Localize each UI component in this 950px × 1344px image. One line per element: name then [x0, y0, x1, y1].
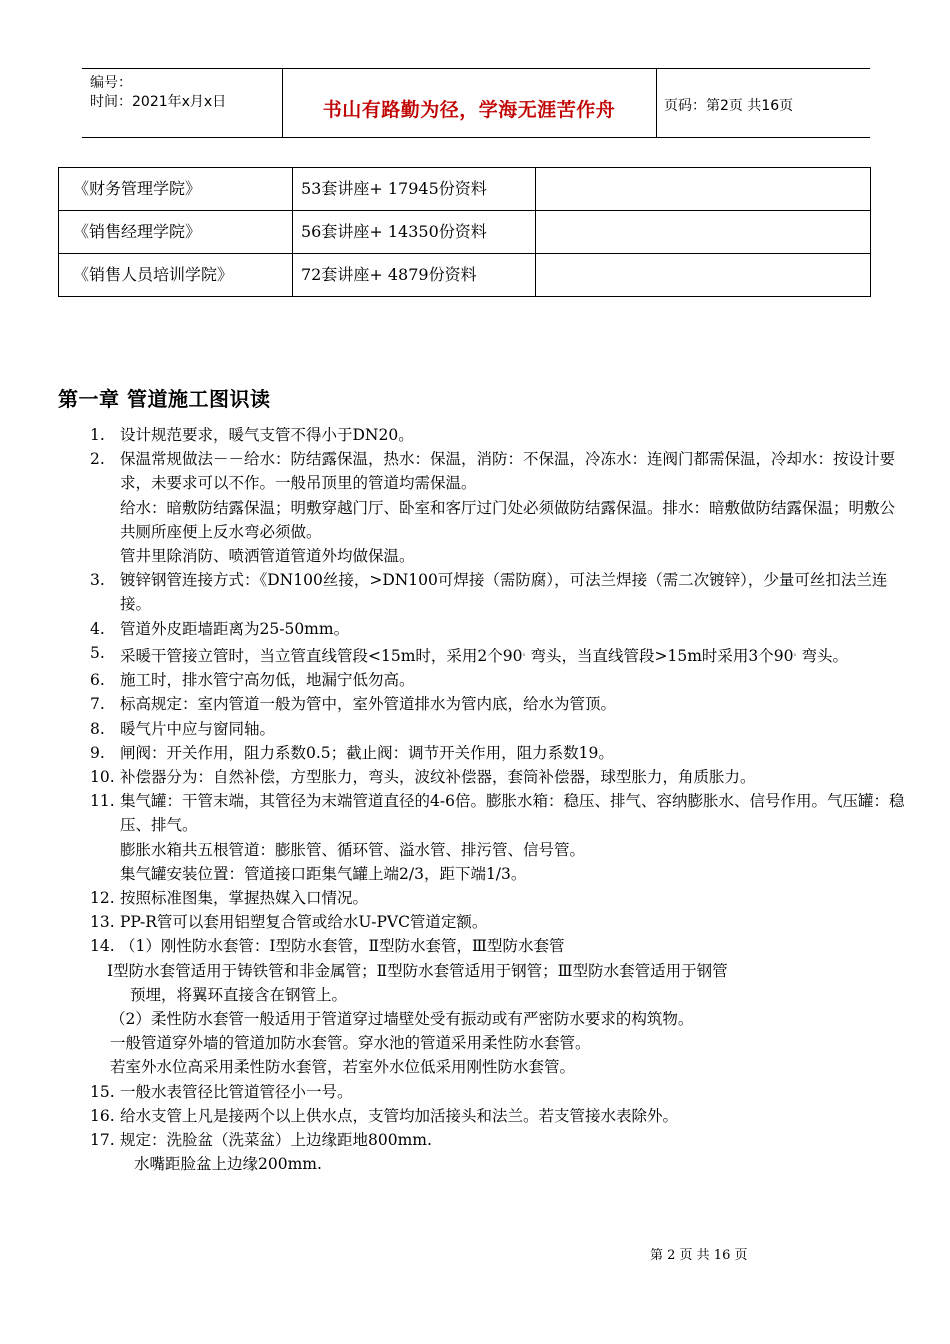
list-item [90, 641, 910, 668]
table-cell-extra [536, 254, 871, 297]
page-footer: 第 2 页 共 16 页 [650, 1248, 748, 1263]
header-page-info: 页码：第2页 共16页 [664, 98, 794, 114]
item-number: 13. [90, 913, 115, 932]
item-text: PP-R管可以套用铝塑复合管或给水U-PVC管道定额。 [120, 913, 488, 932]
item-paragraph: （2）柔性防水套管一般适用于管道穿过墙壁处受有振动或有严密防水要求的构筑物。 [110, 1010, 694, 1029]
item-paragraph: Ⅰ型防水套管适用于铸铁管和非金属管；Ⅱ型防水套管适用于钢管；Ⅲ型防水套管适用于钢管 [107, 961, 728, 980]
item-number: 12. [90, 889, 115, 908]
item-number: 2. [90, 450, 105, 469]
item-text: 标高规定：室内管道一般为管中，室外管道排水为管内底，给水为管顶。 [120, 695, 617, 714]
item-number: 3. [90, 571, 105, 590]
list-item [90, 1128, 910, 1152]
list-item [90, 910, 910, 934]
item-number: 6. [90, 671, 105, 690]
item-paragraph: 集气罐安装位置：管道接口距集气罐上端2/3，距下端1/3。 [120, 864, 527, 883]
item-number: 1. [90, 426, 105, 444]
item-text: 给水支管上凡是接两个以上供水点，支管均加活接头和法兰。若支管接水表除外。 [120, 1106, 679, 1125]
table-cell-desc: 56套讲座+ 14350份资料 [293, 211, 536, 254]
item-paragraph: 预埋，将翼环直接含在钢管上。 [130, 985, 348, 1004]
table-row [59, 168, 871, 211]
item-text: 保温常规做法－－给水：防结露保温，热水：保温，消防：不保温，冷冻水：连阀门都需保温，冷却水：按设计要求，未要求可以不作。一般吊顶里的管道均需保温。 [120, 450, 896, 493]
table-cell-desc: 53套讲座+ 17945份资料 [293, 168, 536, 211]
table-row [59, 211, 871, 254]
item-number: 8. [90, 719, 105, 738]
list-item [90, 447, 910, 568]
item-number: 16. [90, 1106, 115, 1125]
item-paragraph: 一般管道穿外墙的管道加防水套管。穿水池的管道采用柔性防水套管。 [110, 1034, 591, 1053]
item-text: 一般水表管径比管道管径小一号。 [120, 1082, 353, 1101]
item-text: 镀锌钢管连接方式：《DN100丝接，>DN100可焊接（需防腐），可法兰焊接（需二次镀锌），少量可丝扣法兰连接。 [120, 571, 888, 614]
table-cell-extra [536, 168, 871, 211]
item-number: 9. [90, 743, 105, 762]
item-text: 管道外皮距墙距离为25-50mm。 [120, 619, 350, 638]
item-number: 4. [90, 619, 105, 638]
item-text: 施工时，排水管宁高勿低，地漏宁低勿高。 [120, 671, 415, 690]
item-text: 闸阀：开关作用，阻力系数0.5；截止阀：调节开关作用，阻力系数19。 [120, 743, 614, 762]
list-item [90, 789, 910, 886]
list-item [90, 717, 910, 741]
header-divider [282, 69, 283, 137]
item-text: 暖气片中应与窗同轴。 [120, 719, 276, 738]
item-text: （1）刚性防水套管：Ⅰ型防水套管，Ⅱ型防水套管，Ⅲ型防水套管 [120, 937, 565, 956]
table-row [59, 254, 871, 297]
header-meta [90, 74, 226, 112]
time-label: 时间：2021年x月x日 [90, 94, 227, 110]
list-item [90, 934, 910, 958]
list-item [90, 692, 910, 716]
item-text: 集气罐：干管末端，其管径为末端管道直径的4-6倍。膨胀水箱：稳压、排气、容纳膨胀水、信号作用。气压罐：稳压、排气。 [120, 792, 905, 835]
item-text: 补偿器分为：自然补偿，方型胀力，弯头，波纹补偿器，套筒补偿器，球型胀力，角质胀力。 [120, 768, 756, 786]
header-motto: 书山有路勤为径，学海无涯苦作舟 [322, 99, 616, 121]
item-number: 11. [90, 792, 115, 811]
item-paragraph: 水嘴距脸盆上边缘200mm. [134, 1155, 322, 1174]
list-item [90, 617, 910, 641]
table-cell-desc: 72套讲座+ 4879份资料 [293, 254, 536, 297]
item-text: 弯头，当直线管段>15m时采用3个90 [530, 646, 794, 665]
list-item [90, 741, 910, 765]
table-cell-name: 《销售人员培训学院》 [59, 254, 293, 297]
list-item [90, 568, 910, 616]
item-number: 14. [90, 937, 115, 956]
item-number: 5. [90, 643, 105, 662]
chapter-title: 第一章 管道施工图识读 [58, 387, 271, 411]
item-text: 采暖干管接立管时，当立管直线管段<15m时，采用2个90 [120, 646, 523, 665]
item-number: 17. [90, 1131, 115, 1150]
degree-mark: 。 [522, 647, 531, 657]
item-paragraph: 管井里除消防、喷洒管道管道外均做保温。 [120, 547, 415, 566]
item-paragraph: 若室外水位高采用柔性防水套管，若室外水位低采用刚性防水套管。 [110, 1058, 576, 1077]
table-cell-name: 《财务管理学院》 [59, 168, 293, 211]
list-item [90, 668, 910, 692]
page-header [82, 68, 870, 138]
item-text: 设计规范要求，暖气支管不得小于DN20。 [120, 426, 414, 444]
resource-table [58, 167, 871, 297]
list-item [90, 886, 910, 910]
table-cell-name: 《销售经理学院》 [59, 211, 293, 254]
item-paragraph: 膨胀水箱共五根管道：膨胀管、循环管、溢水管、排污管、信号管。 [120, 840, 586, 859]
item-paragraph: 给水：暗敷防结露保温；明敷穿越门厅、卧室和客厅过门处必须做防结露保温。排水：暗敷做防结露保温；明敷公共厕所座便上反水弯必须做。 [120, 498, 896, 541]
list-item [90, 765, 910, 789]
list-item [90, 1104, 910, 1128]
item-text: 弯头。 [801, 646, 849, 665]
item-number: 15. [90, 1082, 115, 1101]
item-number: 10. [90, 768, 115, 786]
item-text: 按照标准图集，掌握热媒入口情况。 [120, 889, 369, 908]
list-item [90, 1080, 910, 1104]
number-label: 编号： [90, 75, 132, 91]
header-divider [656, 69, 657, 137]
degree-mark: 。 [793, 647, 802, 657]
item-text: 规定：洗脸盆（洗菜盆）上边缘距地800mm. [120, 1131, 432, 1150]
list-item [90, 423, 910, 447]
table-cell-extra [536, 211, 871, 254]
numbered-list [90, 423, 910, 1176]
item-number: 7. [90, 695, 105, 714]
